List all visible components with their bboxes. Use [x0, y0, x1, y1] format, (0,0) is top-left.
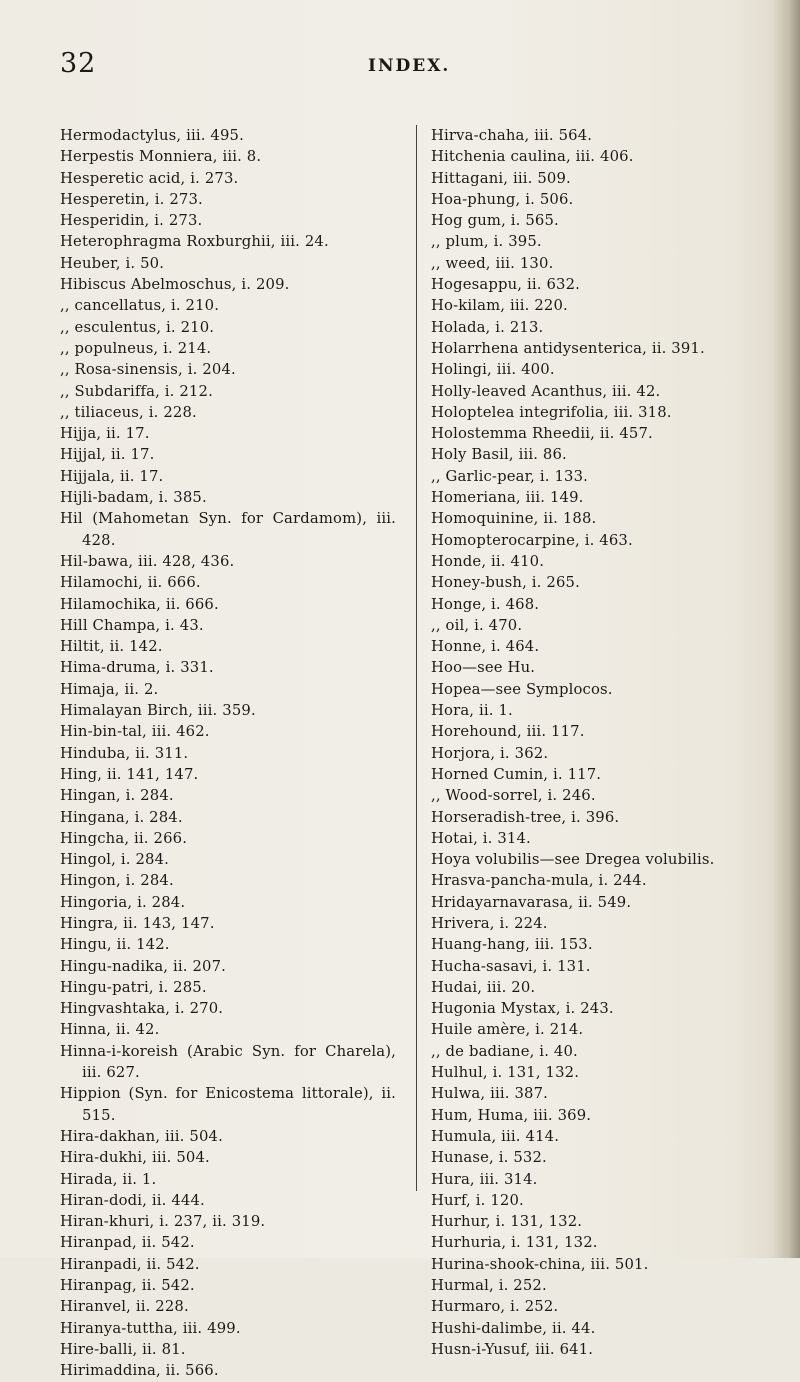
index-entry: Hoo—see Hu. — [431, 659, 536, 677]
index-entry: Hitchenia caulina, iii. 406. — [431, 148, 634, 166]
index-entry: Hirada, ii. 1. — [60, 1170, 157, 1188]
index-entry: Hoya volubilis—see Dregea volubilis. — [431, 851, 715, 869]
index-entry: Holostemma Rheedii, ii. 457. — [431, 425, 653, 443]
page-header — [0, 48, 800, 88]
index-entry: Honey-bush, i. 265. — [431, 574, 580, 592]
page-number: 32 — [60, 48, 97, 79]
index-entry: Horjora, i. 362. — [431, 744, 549, 762]
index-entry: Holy Basil, iii. 86. — [431, 446, 567, 464]
index-entry: Hura, iii. 314. — [431, 1170, 538, 1188]
index-entry: ,, esculentus, i. 210. — [60, 318, 215, 336]
index-entry: Hijjala, ii. 17. — [60, 467, 164, 485]
index-entry: Hima-druma, i. 331. — [60, 659, 214, 677]
index-entry: Homeriana, iii. 149. — [431, 489, 584, 507]
index-entry: Hrasva-pancha-mula, i. 244. — [431, 872, 647, 890]
index-entry: Hiranpad, ii. 542. — [60, 1234, 195, 1252]
index-entry: Himaja, ii. 2. — [60, 680, 159, 698]
index-entry: Hudai, iii. 20. — [431, 978, 536, 996]
index-entry: ,, Wood-sorrel, i. 246. — [431, 787, 596, 805]
index-entry: Hingcha, ii. 266. — [60, 829, 188, 847]
index-entry: Hoa-phung, i. 506. — [431, 190, 574, 208]
index-entry: Hirva-chaha, iii. 564. — [431, 127, 593, 144]
index-entry: Holarrhena antidysenterica, ii. 391. — [431, 339, 705, 357]
index-entry: Horehound, iii. 117. — [431, 723, 585, 741]
index-entry: Hil-bawa, iii. 428, 436. — [60, 552, 235, 570]
index-entry: Holingi, iii. 400. — [431, 361, 555, 379]
index-entry: Hogesappu, ii. 632. — [431, 276, 581, 294]
index-entry: Hunase, i. 532. — [431, 1149, 547, 1167]
index-entry: Hog gum, i. 565. — [431, 212, 559, 230]
index-entry: Honde, ii. 410. — [431, 552, 545, 570]
index-entry: Hrivera, i. 224. — [431, 914, 548, 932]
index-entry: Hesperidin, i. 273. — [60, 212, 203, 230]
index-entry: ,, tiliaceus, i. 228. — [60, 403, 197, 421]
index-entry: Ho-kilam, iii. 220. — [431, 297, 568, 315]
index-entry: Hiltit, ii. 142. — [60, 638, 163, 656]
index-entry: Honne, i. 464. — [431, 638, 540, 656]
index-entry: Hingol, i. 284. — [60, 851, 170, 869]
index-entry: Hil (Mahometan Syn. for Cardamom), iii. 428. — [60, 510, 396, 549]
index-entry: Herpestis Monniera, iii. 8. — [60, 148, 262, 166]
index-entry: Holly-leaved Acanthus, iii. 42. — [431, 382, 661, 400]
index-entry: Hushi-dalimbe, ii. 44. — [431, 1319, 596, 1337]
index-entry: Hesperetin, i. 273. — [60, 190, 203, 208]
index-entry: Homoquinine, ii. 188. — [431, 510, 597, 528]
index-entry: Hijjal, ii. 17. — [60, 446, 155, 464]
index-entry: Hugonia Mystax, i. 243. — [431, 1000, 614, 1018]
index-entry: Hingu-nadika, ii. 207. — [60, 957, 227, 975]
index-entry: Hora, ii. 1. — [431, 702, 513, 720]
index-entry: Hesperetic acid, i. 273. — [60, 169, 239, 187]
index-entry: Hurina-shook-china, iii. 501. — [431, 1255, 649, 1273]
index-entry: Hill Champa, i. 43. — [60, 616, 204, 634]
index-entry: Hiranvel, ii. 228. — [60, 1298, 189, 1316]
index-entry: Huang-hang, iii. 153. — [431, 936, 593, 954]
index-entry: Hiranpadi, ii. 542. — [60, 1255, 200, 1273]
index-entry: Hire-balli, ii. 81. — [60, 1340, 186, 1358]
index-entry: Hingan, i. 284. — [60, 787, 174, 805]
index-entry: Hinna, ii. 42. — [60, 1021, 160, 1039]
index-entry: Humula, iii. 414. — [431, 1127, 560, 1145]
index-entry: ,, plum, i. 395. — [431, 233, 542, 251]
index-entry: Hittagani, iii. 509. — [431, 169, 571, 187]
index-entry: Hingra, ii. 143, 147. — [60, 914, 215, 932]
index-entry: Hopea—see Symplocos. — [431, 680, 613, 698]
index-entry: ,, Garlic-pear, i. 133. — [431, 467, 589, 485]
index-entry: Holoptelea integrifolia, iii. 318. — [431, 403, 672, 421]
running-head: INDEX. — [368, 56, 451, 76]
column-divider — [416, 125, 417, 1191]
index-entry: Hridayarnavarasa, ii. 549. — [431, 893, 632, 911]
index-entry: Holada, i. 213. — [431, 318, 544, 336]
index-entry: Hiranpag, ii. 542. — [60, 1277, 195, 1295]
index-entry: ,, Subdariffa, i. 212. — [60, 382, 213, 400]
index-entry: Himalayan Birch, iii. 359. — [60, 702, 256, 720]
index-entry: Hingoria, i. 284. — [60, 893, 186, 911]
index-entry: Hurhuria, i. 131, 132. — [431, 1234, 598, 1252]
index-entry: Huile amère, i. 214. — [431, 1021, 584, 1039]
index-entry: Hingon, i. 284. — [60, 872, 174, 890]
index-entry: Hira-dakhan, iii. 504. — [60, 1127, 223, 1145]
index-entry: ,, weed, iii. 130. — [431, 254, 554, 272]
index-entry: Hurhur, i. 131, 132. — [431, 1213, 583, 1231]
index-column-right — [431, 125, 766, 1360]
index-entry: Hibiscus Abelmoschus, i. 209. — [60, 276, 290, 294]
index-entry: Horseradish-tree, i. 396. — [431, 808, 620, 826]
index-entry: Hingu-patri, i. 285. — [60, 978, 207, 996]
index-entry: Hing, ii. 141, 147. — [60, 765, 199, 783]
index-entry: Husn-i-Yusuf, iii. 641. — [431, 1340, 594, 1358]
index-entry: Hiran-dodi, ii. 444. — [60, 1191, 205, 1209]
index-entry: ,, oil, i. 470. — [431, 616, 523, 634]
index-entry: ,, Rosa-sinensis, i. 204. — [60, 361, 236, 379]
index-entry: Hingana, i. 284. — [60, 808, 183, 826]
index-entry: Hucha-sasavi, i. 131. — [431, 957, 591, 975]
index-entry: Heterophragma Roxburghii, iii. 24. — [60, 233, 329, 251]
index-entry: Horned Cumin, i. 117. — [431, 765, 602, 783]
index-entry: Hurf, i. 120. — [431, 1191, 524, 1209]
index-entry: Hirimaddina, ii. 566. — [60, 1362, 219, 1380]
index-entry: Hilamochi, ii. 666. — [60, 574, 201, 592]
index-entry: Hinna-i-koreish (Arabic Syn. for Charela), iii. 627. — [60, 1042, 396, 1082]
index-entry: Hilamochika, ii. 666. — [60, 595, 219, 613]
index-entry: Hijli-badam, i. 385. — [60, 489, 207, 507]
index-entry: Heuber, i. 50. — [60, 254, 165, 272]
index-entry: Homopterocarpine, i. 463. — [431, 531, 633, 549]
index-entry: Honge, i. 468. — [431, 595, 540, 613]
index-entry: Hinduba, ii. 311. — [60, 744, 189, 762]
index-entry: Hingvashtaka, i. 270. — [60, 1000, 224, 1018]
index-entry: Hippion (Syn. for Enicostema littorale), ii. 515. — [60, 1085, 396, 1124]
index-entry: Hin-bin-tal, iii. 462. — [60, 723, 210, 741]
index-entry: Hijja, ii. 17. — [60, 425, 150, 443]
page-edge-shadow — [772, 0, 800, 1258]
index-entry: Hiran-khuri, i. 237, ii. 319. — [60, 1213, 266, 1231]
index-entry: Hira-dukhi, iii. 504. — [60, 1149, 210, 1167]
index-entry: ,, populneus, i. 214. — [60, 339, 212, 357]
index-entry: ,, cancellatus, i. 210. — [60, 297, 220, 315]
index-entry: Hurmaro, i. 252. — [431, 1298, 559, 1316]
index-entry: Hingu, ii. 142. — [60, 936, 170, 954]
index-entry: Hermodactylus, iii. 495. — [60, 127, 244, 144]
index-entry: ,, de badiane, i. 40. — [431, 1042, 578, 1060]
index-column-left — [60, 125, 396, 1382]
index-entry: Hum, Huma, iii. 369. — [431, 1106, 592, 1124]
index-entry: Hiranya-tuttha, iii. 499. — [60, 1319, 241, 1337]
index-entry: Hulhul, i. 131, 132. — [431, 1064, 580, 1082]
index-entry: Hotai, i. 314. — [431, 829, 531, 847]
index-entry: Hulwa, iii. 387. — [431, 1085, 549, 1103]
index-entry: Hurmal, i. 252. — [431, 1277, 547, 1295]
